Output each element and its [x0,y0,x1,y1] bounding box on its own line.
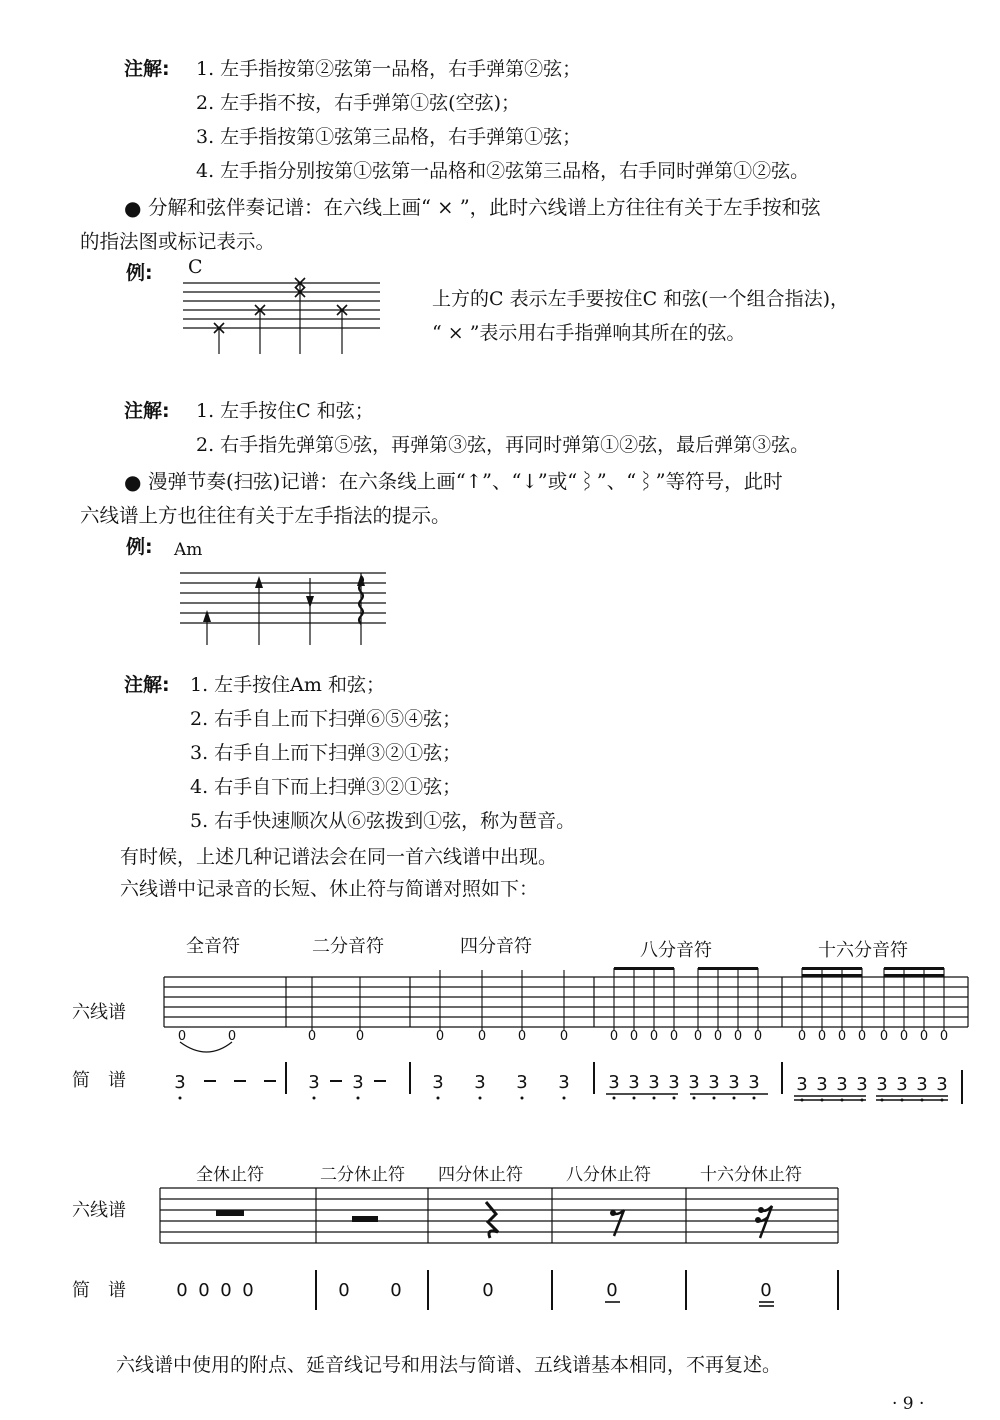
row-label-jianpu: 简 谱 [72,1070,126,1091]
bullet-icon: ● [124,196,142,220]
note-values-tab [164,977,968,1027]
octave-dot [521,1097,524,1100]
tab-zero: 0 [355,1029,365,1044]
row-label-tab: 六线谱 [72,1002,126,1023]
tab-zero: 0 [713,1029,723,1044]
rest-whole: 0 [176,1280,188,1301]
tab-zero: 0 [693,1029,703,1044]
notes1-item-3: 3. 左手指按第①弦第三品格，右手弹第①弦； [196,126,582,148]
rest-whole: 0 [220,1280,232,1301]
x-marks [214,278,347,333]
rest-sixteenth: 0 [760,1280,772,1301]
octave-dot [753,1097,756,1100]
tab-zeros [178,1029,948,1044]
rest-half: 0 [338,1280,350,1301]
tab-zero: 0 [857,1029,867,1044]
octave-dot [733,1097,736,1100]
jianpu-eighth: 3 [688,1072,700,1093]
jianpu-quarter: 3 [432,1072,444,1093]
arpeggio-desc-2: “ × ”表示用右手指弹响其所在的弦。 [432,322,746,344]
bullet-icon: ● [124,470,142,494]
rest-quarter: 0 [482,1280,494,1301]
tab-beam [884,974,944,977]
tab-beam [698,967,758,970]
jianpu-sixteenth: 3 [856,1074,868,1095]
rests-row-label-jianpu: 简 谱 [72,1280,126,1301]
jianpu-eighth: 3 [708,1072,720,1093]
notes3-item-5: 5. 右手快速顺次从⑥弦拨到①弦，称为琶音。 [190,810,576,832]
header-quarter-rest: 四分休止符 [438,1165,523,1185]
rests-row-label-tab: 六线谱 [72,1200,126,1221]
jianpu-quarter: 3 [474,1072,486,1093]
header-whole-rest: 全休止符 [196,1165,264,1185]
octave-dot [633,1097,636,1100]
jianpu-eighth: 3 [668,1072,680,1093]
chord-am: Am [174,540,203,560]
strum-line-1: 漫弹节奏(扫弦)记谱：在六条线上画“↑”、“↓”或“⌇”、“⌇”等符号，此时 [148,470,783,493]
tab-zero: 0 [227,1029,237,1044]
jianpu-eighth: 3 [628,1072,640,1093]
octave-dot [653,1097,656,1100]
tab-beam [802,974,862,977]
tab-zero: 0 [899,1029,909,1044]
octave-dot [563,1097,566,1100]
whole-rest-icon [216,1210,244,1216]
page-number: · 9 · [892,1394,925,1414]
octave-dot [179,1097,182,1100]
octave-dot [437,1097,440,1100]
notes1-item-2: 2. 左手指不按，右手弹第①弦(空弦)； [196,92,520,114]
jianpu-sixteenth: 3 [916,1074,928,1095]
tab-zero: 0 [435,1029,445,1044]
header-quarter-note: 四分音符 [460,936,532,957]
tab-zero: 0 [919,1029,929,1044]
arpeggio-desc-1: 上方的C 表示左手要按住C 和弦(一个组合指法)， [432,288,849,310]
c-chord-tab [183,283,380,354]
jianpu-half: 3 [352,1072,364,1093]
rest-whole: 0 [242,1280,254,1301]
sixteenth-rest-icon [755,1206,772,1238]
tab-zero: 0 [559,1029,569,1044]
jianpu-half: 3 [308,1072,320,1093]
tab-zero: 0 [837,1029,847,1044]
tab-zero: 0 [939,1029,949,1044]
jianpu-rests [176,1280,771,1301]
tab-zero: 0 [733,1029,743,1044]
notes2-label: 注解: [124,400,170,422]
octave-dot [693,1097,696,1100]
paragraph-1: 有时候，上述几种记谱法会在同一首六线谱中出现。 [120,846,558,868]
notes3-item-1: 1. 左手按住Am 和弦； [190,674,385,696]
octave-dot [357,1097,360,1100]
jianpu-sixteenth: 3 [816,1074,828,1095]
arpeggio-line-1: 分解和弦伴奏记谱：在六线上画“ × ”，此时六线谱上方往往有关于左手按和弦 [148,196,821,219]
example-label-2: 例: [126,536,153,558]
header-eighth-rest: 八分休止符 [566,1165,651,1185]
header-whole-note: 全音符 [186,936,240,957]
tab-zero: 0 [177,1029,187,1044]
jianpu-eighth: 3 [608,1072,620,1093]
jianpu-sixteenth: 3 [896,1074,908,1095]
tab-zero: 0 [517,1029,527,1044]
jianpu-eighth: 3 [728,1072,740,1093]
notes2-item-2: 2. 右手指先弹第⑤弦，再弹第③弦，再同时弹第①②弦，最后弹第③弦。 [196,434,810,456]
arpeggio-line-2: 的指法图或标记表示。 [80,230,276,253]
octave-dot [673,1097,676,1100]
paragraph-2: 六线谱中记录音的长短、休止符与简谱对照如下： [120,878,539,900]
strum-arrows [203,574,365,622]
tab-zero: 0 [817,1029,827,1044]
tab-beam [884,967,944,970]
notes1-label: 注解: [124,58,170,80]
jianpu-sixteenth: 3 [796,1074,808,1095]
jianpu-quarter: 3 [558,1072,570,1093]
header-eighth-note: 八分音符 [640,940,712,961]
tab-zero: 0 [609,1029,619,1044]
tab-zero: 0 [797,1029,807,1044]
strum-line-2: 六线谱上方也往往有关于左手指法的提示。 [80,504,451,527]
octave-dot [713,1097,716,1100]
jianpu-notes [174,1072,948,1102]
tab-zero: 0 [879,1029,889,1044]
notes3-item-2: 2. 右手自上而下扫弹⑥⑤④弦； [190,708,462,730]
half-rest-icon [352,1216,378,1222]
tab-zero: 0 [477,1029,487,1044]
notes3-item-3: 3. 右手自上而下扫弹③②①弦； [190,742,462,764]
jianpu-sixteenth: 3 [936,1074,948,1095]
rest-half: 0 [390,1280,402,1301]
tab-zero: 0 [629,1029,639,1044]
jianpu-sixteenth: 3 [836,1074,848,1095]
header-half-note: 二分音符 [312,936,384,957]
octave-dot [313,1097,316,1100]
tab-zero: 0 [753,1029,763,1044]
tab-beam [802,967,862,970]
notes2-item-1: 1. 左手按住C 和弦； [196,400,374,422]
tie-arc [180,1042,232,1052]
jianpu-sixteenth: 3 [876,1074,888,1095]
tab-beams [614,967,944,977]
tab-beam [614,967,674,970]
header-half-rest: 二分休止符 [320,1165,405,1185]
jianpu-quarter: 3 [516,1072,528,1093]
notes1-item-4: 4. 左手指分别按第①弦第一品格和②弦第三品格，右手同时弹第①②弦。 [196,160,810,182]
jianpu-whole: 3 [174,1072,186,1093]
jianpu-eighth: 3 [748,1072,760,1093]
am-chord-tab [180,573,386,645]
header-sixteenth-note: 十六分音符 [818,940,908,961]
tab-zero: 0 [669,1029,679,1044]
jianpu-eighth: 3 [648,1072,660,1093]
rests-tab [160,1188,838,1243]
notes1-item-1: 1. 左手指按第②弦第一品格，右手弹第②弦； [196,58,582,80]
header-sixteenth-rest: 十六分休止符 [700,1165,802,1185]
notes3-item-4: 4. 右手自下而上扫弹③②①弦； [190,776,462,798]
footer-text: 六线谱中使用的附点、延音线记号和用法与简谱、五线谱基本相同，不再复述。 [116,1354,782,1376]
chord-c: C [188,256,203,278]
example-label-1: 例: [126,262,153,284]
notes3-label: 注解: [124,674,170,696]
octave-dot [613,1097,616,1100]
tab-zero: 0 [649,1029,659,1044]
rest-eighth: 0 [606,1280,618,1301]
tab-zero: 0 [307,1029,317,1044]
rest-whole: 0 [198,1280,210,1301]
octave-dot [479,1097,482,1100]
